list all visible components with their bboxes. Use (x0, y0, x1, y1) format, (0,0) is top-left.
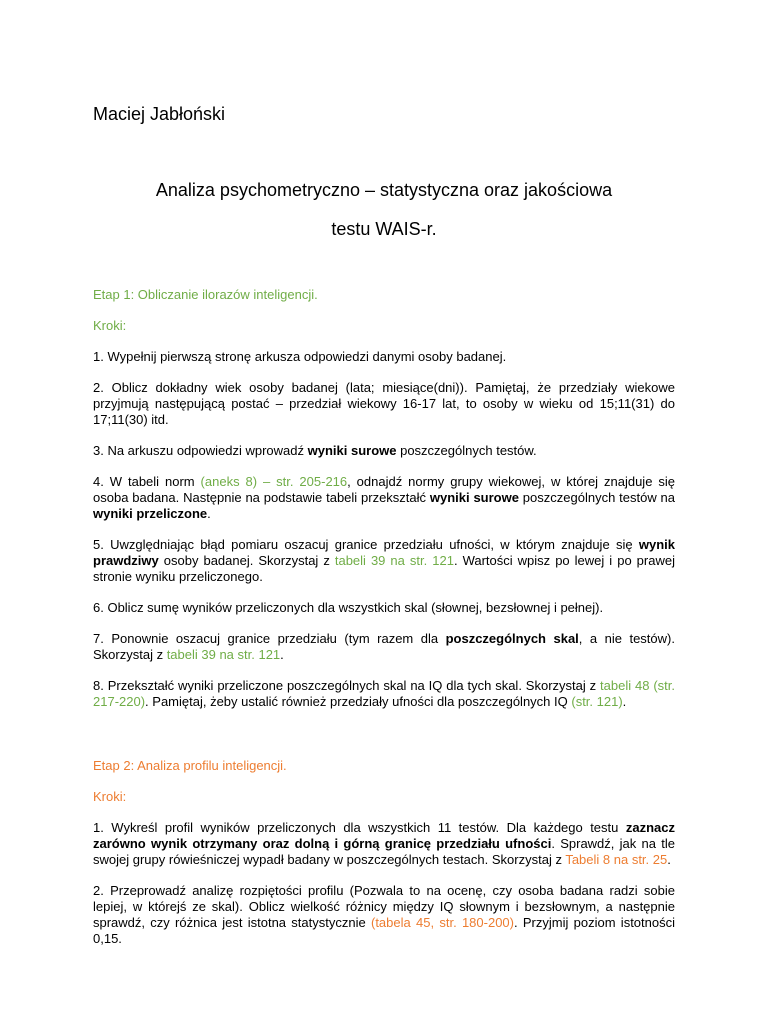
stage-1-step-3 (93, 443, 675, 459)
author-name: Maciej Jabłoński (93, 104, 226, 124)
step-bold-text: zaznacz zarówno wynik otrzymany oraz dolną i górną granicę przedziału ufności (93, 820, 675, 851)
step-bold-text: wyniki przeliczone (93, 506, 208, 521)
step-text: . (280, 647, 284, 662)
stage-2-steps-label: Kroki: (93, 789, 127, 804)
stage-1-step-1: 1. Wypełnij pierwszą stronę arkusza odpowiedzi danymi osoby badanej. (93, 349, 507, 364)
step-text: . Pamiętaj, żeby ustalić również przedziały ufności dla poszczególnych IQ (145, 694, 572, 709)
step-text: poszczególnych testów. (396, 443, 537, 458)
step-text: 4. W tabeli norm (93, 474, 201, 489)
stage-1-step-2: 2. Oblicz dokładny wiek osoby badanej (lata; miesiące(dni)). Pamiętaj, że przedziały wiekowe przyjmują następującą postać – przedział wiekowy 16-17 lat, to osoby w wieku od 15;11(31) do 17;11(30) itd. (93, 380, 675, 427)
reference-page-121: (str. 121) (571, 694, 623, 709)
step-text: . Wartości wpisz po lewej i po prawej stronie wyniku przeliczonego. (93, 553, 675, 584)
step-text: poszczególnych testów na (518, 490, 675, 505)
step-text: , a nie testów). Skorzystaj z (93, 631, 675, 662)
reference-table-45: (tabela 45, str. 180-200) (370, 915, 514, 930)
reference-table-39: tabeli 39 na str. 121 (166, 647, 281, 662)
step-text: . (667, 852, 671, 867)
step-text: . Przyjmij poziom istotności 0,15. (93, 915, 675, 946)
step-bold-text: poszczególnych skal (445, 631, 579, 646)
step-text: . (207, 506, 211, 521)
step-text: osoby badanej. Skorzystaj z (158, 553, 335, 568)
stage-1-section (93, 287, 675, 725)
stage-2-step-1 (93, 820, 675, 868)
step-text: 7. Ponownie oszacuj granice przedziału (tym razem dla (93, 631, 446, 646)
stage-1-step-4 (93, 474, 675, 522)
step-text: 5. Uwzględniając błąd pomiaru oszacuj granice przedziału ufności, w którym znajduje się (93, 537, 639, 552)
stage-1-heading: Etap 1: Obliczanie ilorazów inteligencji. (93, 287, 318, 302)
step-text: , odnajdź normy grupy wiekowej, w której znajduje się osoba badana. Następnie na podstawie tabeli przekształć (93, 474, 675, 505)
step-bold-text: wyniki surowe (429, 490, 519, 505)
stage-1-steps-label: Kroki: (93, 318, 127, 333)
step-text: . Sprawdź, jak na tle swojej grupy rówieśniczej wypadł badany w poszczególnych testach. Skorzystaj z (93, 836, 675, 867)
step-bold-text: wyniki surowe (307, 443, 397, 458)
stage-2-heading: Etap 2: Analiza profilu inteligencji. (93, 758, 287, 773)
step-text: 8. Przekształć wyniki przeliczone poszczególnych skal na IQ dla tych skal. Skorzystaj z (93, 678, 601, 693)
stage-1-step-5 (93, 537, 675, 585)
reference-annex-8: (aneks 8) – str. 205-216 (200, 474, 348, 489)
reference-table-8: Tabeli 8 na str. 25 (565, 852, 668, 867)
reference-table-48: tabeli 48 (str. 217-220) (93, 678, 675, 709)
step-text: . (622, 694, 627, 709)
step-bold-text: wynik prawdziwy (93, 537, 675, 568)
document-title-line-1: Analiza psychometryczno – statystyczna oraz jakościowa (155, 180, 613, 200)
reference-table-39: tabeli 39 na str. 121 (334, 553, 454, 568)
stage-1-step-7 (93, 631, 675, 663)
step-text: 2. Przeprowadź analizę rozpiętości profilu (Pozwala to na ocenę, czy osoba badana radzi sobie lepiej, w którejś ze skal). Oblicz wielkość różnicy między IQ słownym i bezsłownym, a następnie sprawdź, czy różnica jest istotna statystycznie (93, 883, 675, 930)
stage-1-step-8 (93, 678, 675, 710)
document-title-line-2: testu WAIS-r. (331, 219, 437, 239)
step-text: 1. Wykreśl profil wyników przeliczonych dla wszystkich 11 testów. Dla każdego testu (93, 820, 626, 835)
stage-2-step-2 (93, 883, 675, 947)
step-text: 3. Na arkuszu odpowiedzi wprowadź (93, 443, 308, 458)
stage-2-section (93, 758, 675, 962)
stage-1-step-6: 6. Oblicz sumę wyników przeliczonych dla wszystkich skal (słownej, bezsłownej i pełnej). (93, 600, 604, 615)
